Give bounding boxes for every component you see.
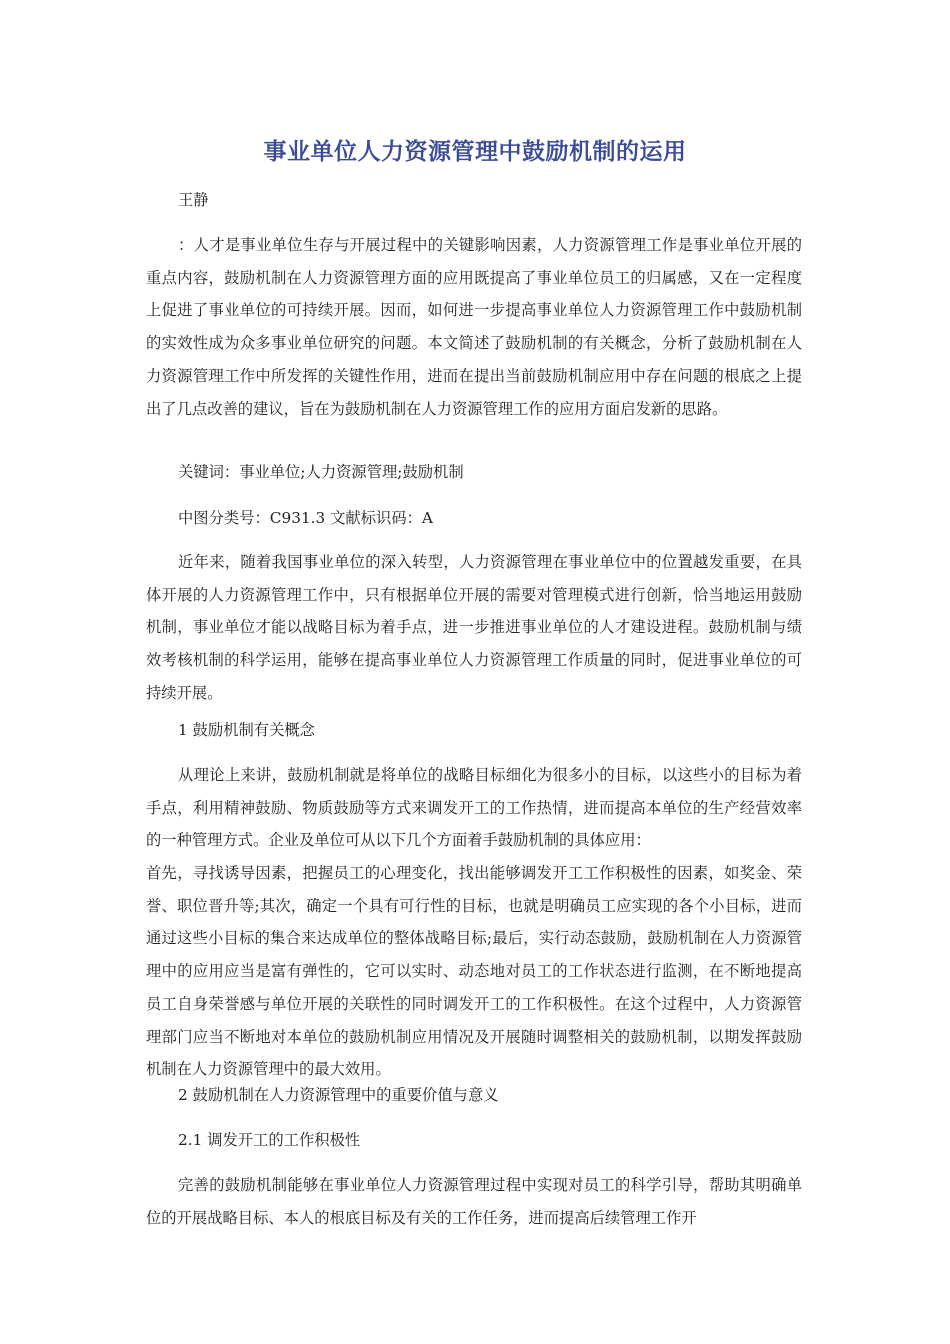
classification-line: 中图分类号：C931.3 文献标识码：A (178, 509, 433, 527)
abstract-paragraph: ：人才是事业单位生存与开展过程中的关键影响因素，人力资源管理工作是事业单位开展的重点内容，鼓励机制在人力资源管理方面的应用既提高了事业单位员工的归属感，又在一定程度上促进了事业单位的可持续开展。因而，如何进一步提高事业单位人力资源管理工作中鼓励机制的实效性成为众多事业单位研究的问题。本文简述了鼓励机制的有关概念，分析了鼓励机制在人力资源管理工作中所发挥的关键性作用，进而在提出当前鼓励机制应用中存在问题的根底之上提出了几点改善的建议，旨在为鼓励机制在人力资源管理工作的应用方面启发新的思路。 (146, 236, 802, 418)
intro-paragraph: 近年来，随着我国事业单位的深入转型，人力资源管理在事业单位中的位置越发重要，在具体开展的人力资源管理工作中，只有根据单位开展的需要对管理模式进行创新，恰当地运用鼓励机制，事业单位才能以战略目标为着手点，进一步推进事业单位的人才建设进程。鼓励机制与绩效考核机制的科学运用，能够在提高事业单位人力资源管理工作质量的同时，促进事业单位的可持续开展。 (146, 553, 802, 702)
keywords-line: 关键词：事业单位;人力资源管理;鼓励机制 (178, 463, 464, 481)
section-1-paragraph-continued: 首先，寻找诱导因素，把握员工的心理变化，找出能够调发开工工作积极性的因素，如奖金、荣誉、职位晋升等;其次，确定一个具有可行性的目标，也就是明确员工应实现的各个小目标，进而通过这些小目标的集合来达成单位的整体战略目标;最后，实行动态鼓励，鼓励机制在人力资源管理中的应用应当是富有弹性的，它可以实时、动态地对员工的工作状态进行监测，在不断地提高员工自身荣誉感与单位开展的关联性的同时调发开工的工作积极性。在这个过程中，人力资源管理部门应当不断地对本单位的鼓励机制应用情况及开展随时调整相关的鼓励机制，以期发挥鼓励机制在人力资源管理中的最大效用。 (146, 864, 802, 1079)
section-1-paragraph: 从理论上来讲，鼓励机制就是将单位的战略目标细化为很多小的目标，以这些小的目标为着手点，利用精神鼓励、物质鼓励等方式来调发开工的工作热情，进而提高本单位的生产经营效率的一种管理方式。企业及单位可从以下几个方面着手鼓励机制的具体应用： (146, 766, 802, 850)
section-1-heading: 1 鼓励机制有关概念 (178, 721, 315, 739)
article-title: 事业单位人力资源管理中鼓励机制的运用 (263, 139, 687, 165)
section-2-heading: 2 鼓励机制在人力资源管理中的重要价值与意义 (178, 1086, 499, 1104)
section-2-1-paragraph: 完善的鼓励机制能够在事业单位人力资源管理过程中实现对员工的科学引导，帮助其明确单位的开展战略目标、本人的根底目标及有关的工作任务，进而提高后续管理工作开 (146, 1176, 802, 1227)
section-2-1-heading: 2.1 调发开工的工作积极性 (178, 1131, 361, 1149)
author-name: 王静 (178, 191, 209, 209)
